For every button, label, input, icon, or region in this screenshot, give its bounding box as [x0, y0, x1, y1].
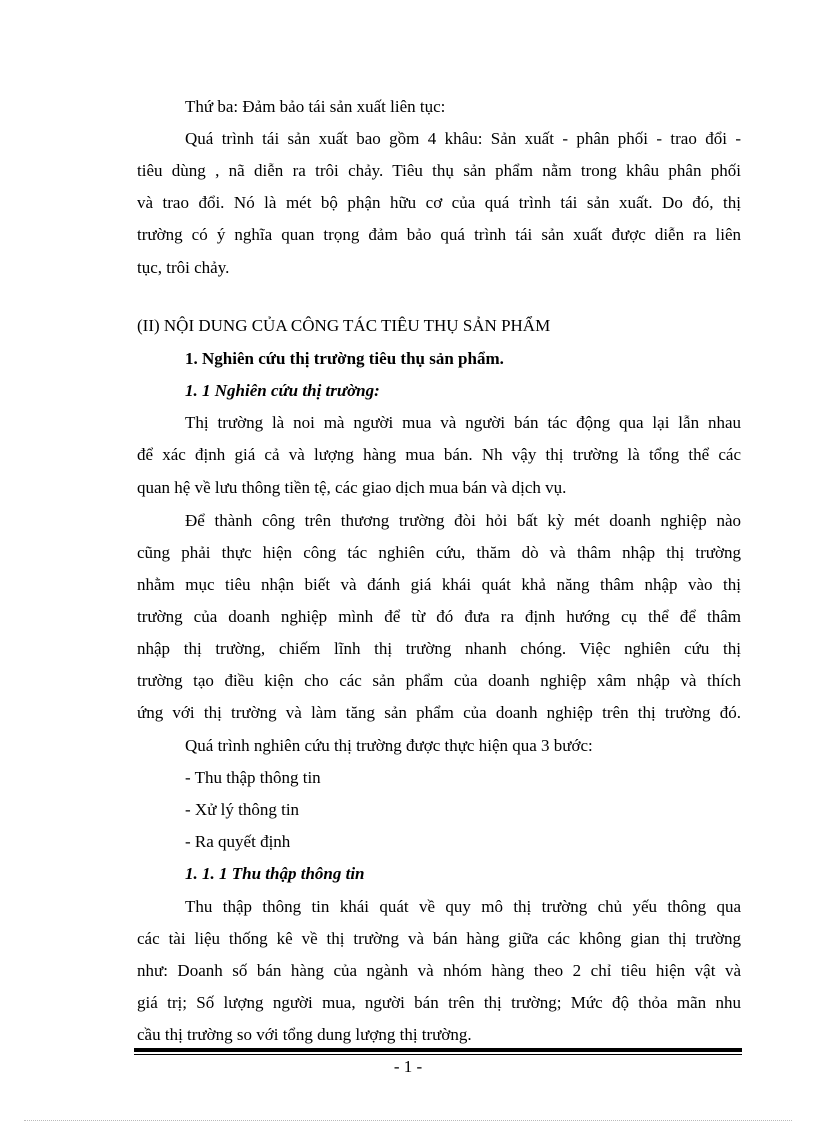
text-line: Thứ ba: Đảm bảo tái sản xuất liên tục:	[185, 97, 446, 116]
text-line: nhằm mục tiêu nhận biết và đánh giá khái quát khả năng thâm nhập vào thị	[137, 575, 741, 594]
text-line: cũng phải thực hiện công tác nghiên cứu, thăm dò và thâm nhập thị trường	[137, 543, 741, 562]
page-number: - 1 -	[393, 1057, 423, 1076]
text-line: Thị trường là noi mà người mua và người bán tác động qua lại lẫn nhau	[185, 413, 741, 432]
text-line: ứng với thị trường và làm tăng sản phẩm của doanh nghiệp trên thị trường đó.	[137, 703, 741, 722]
text-line: như: Doanh số bán hàng của ngành và nhóm hàng theo 2 chỉ tiêu hiện vật và	[137, 961, 741, 980]
subsection-heading: 1. 1 Nghiên cứu thị trường:	[185, 381, 380, 400]
text-line: giá trị; Số lượng người mua, người bán trên thị trường; Mức độ thỏa mãn nhu	[137, 993, 741, 1012]
text-line: cầu thị trường so với tổng dung lượng thị trường.	[137, 1025, 472, 1044]
text-line: quan hệ về lưu thông tiền tệ, các giao dịch mua bán và dịch vụ.	[137, 478, 567, 497]
text-line: trường có ý nghĩa quan trọng đảm bảo quá trình tái sản xuất được diễn ra liên	[137, 225, 741, 244]
page-break-line	[24, 1120, 792, 1121]
section-heading: (II) NỘI DUNG CỦA CÔNG TÁC TIÊU THỤ SẢN PHẨM	[137, 316, 551, 335]
subsection-heading: 1. 1. 1 Thu thập thông tin	[185, 864, 365, 883]
text-line: tục, trôi chảy.	[137, 258, 230, 277]
footer-rule	[134, 1048, 742, 1052]
text-line: Để thành công trên thương trường đòi hỏi bất kỳ mét doanh nghiệp nào	[185, 511, 741, 530]
list-item: - Ra quyết định	[185, 832, 291, 851]
list-item: - Xử lý thông tin	[185, 800, 300, 819]
text-line: trường của doanh nghiệp mình để từ đó đưa ra định hướng cụ thể để thâm	[137, 607, 741, 626]
text-line: để xác định giá cả và lượng hàng mua bán. Nh vậy thị trường là tổng thể các	[137, 445, 741, 464]
text-line: Quá trình nghiên cứu thị trường được thực hiện qua 3 bước:	[185, 736, 593, 755]
list-item: - Thu thập thông tin	[185, 768, 321, 787]
text-line: Quá trình tái sản xuất bao gồm 4 khâu: Sản xuất - phân phối - trao đổi -	[185, 129, 741, 148]
text-line: Thu thập thông tin khái quát về quy mô thị trường chủ yếu thông qua	[185, 897, 741, 916]
footer-rule-thin	[134, 1054, 742, 1055]
text-line: trường tạo điều kiện cho các sản phẩm của doanh nghiệp xâm nhập và thích	[137, 671, 741, 690]
text-line: tiêu dùng , nã diễn ra trôi chảy. Tiêu thụ sản phẩm nằm trong khâu phân phối	[137, 161, 741, 180]
text-line: và trao đổi. Nó là mét bộ phận hữu cơ của quá trình tái sản xuất. Do đó, thị	[137, 193, 741, 212]
text-line: nhập thị trường, chiếm lĩnh thị trường nhanh chóng. Việc nghiên cứu thị	[137, 639, 741, 658]
subsection-heading: 1. Nghiên cứu thị trường tiêu thụ sản phẩm.	[185, 349, 504, 368]
text-line: các tài liệu thống kê về thị trường và bán hàng giữa các không gian thị trường	[137, 929, 741, 948]
